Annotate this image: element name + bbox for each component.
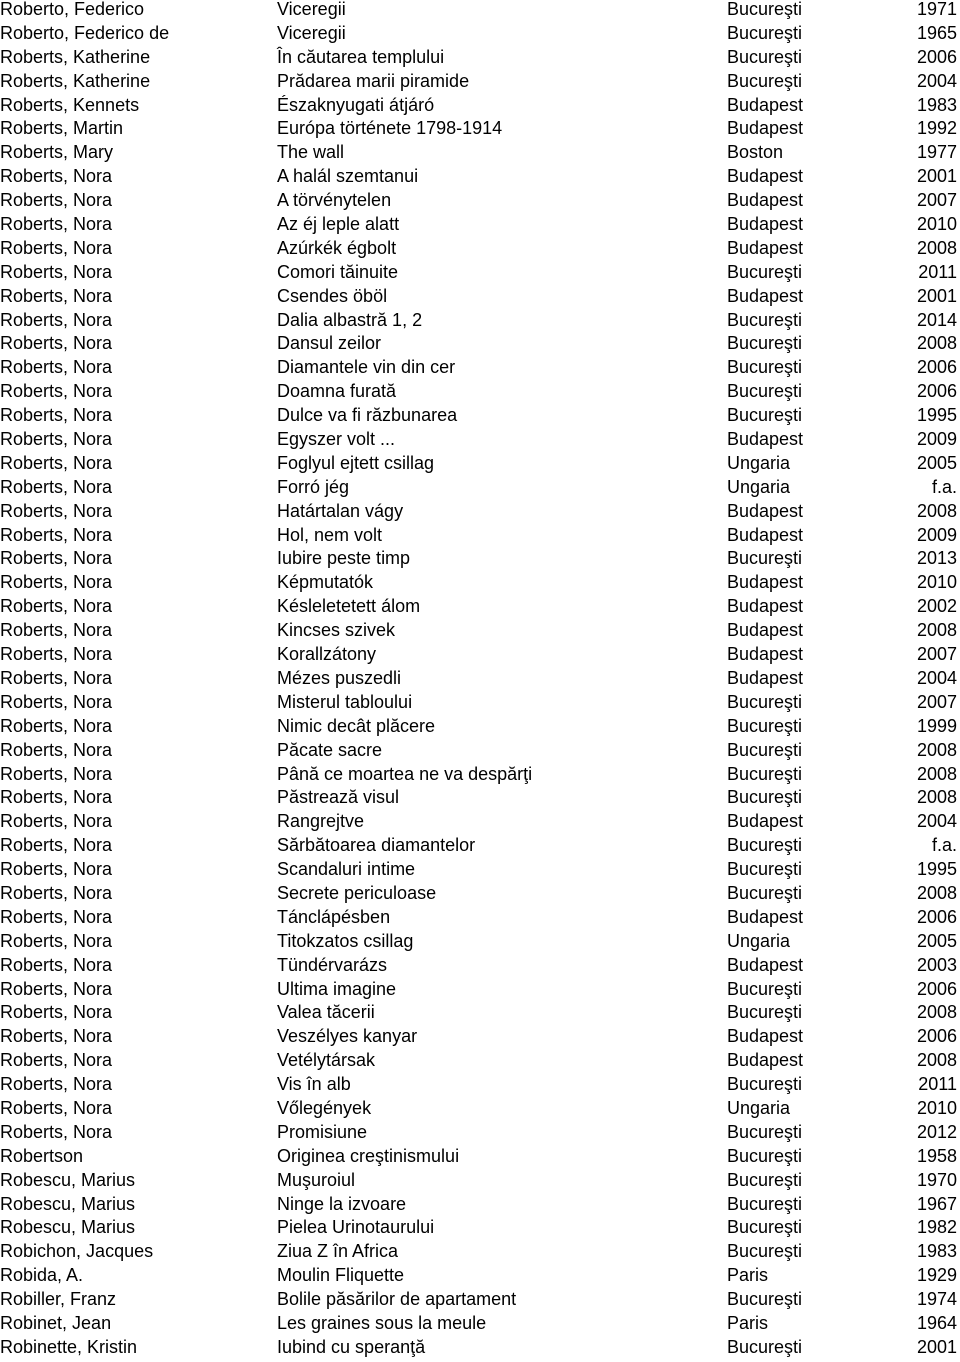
author-cell: Roberts, Nora [0,548,113,569]
city-cell: Bucureşti [727,1169,803,1190]
title-cell: Pielea Urinotaurului [277,1217,435,1238]
title-cell: Viceregii [277,0,346,19]
title-cell: Északnyugati átjáró [277,94,435,115]
city-cell: Bucureşti [727,1121,803,1142]
city-cell: Paris [727,1312,769,1333]
year-cell: 2001 [916,285,957,306]
table-row [0,1097,960,1121]
year-cell: 2004 [916,811,957,832]
city-cell: Bucureşti [727,381,803,402]
table-row [0,46,960,70]
title-cell: Comori tăinuite [277,261,399,282]
city-cell: Bucureşti [727,1193,803,1214]
city-cell: Budapest [727,214,804,235]
year-cell: 1992 [916,118,957,139]
author-cell: Robichon, Jacques [0,1241,154,1262]
table-row [0,428,960,452]
title-cell: Tündérvarázs [277,954,388,975]
author-cell: Robertson [0,1145,84,1166]
city-cell: Bucureşti [727,1002,803,1023]
year-cell: 2006 [916,357,957,378]
year-cell: 2004 [916,667,957,688]
table-row [0,978,960,1002]
year-cell: 2008 [916,333,957,354]
author-cell: Roberts, Nora [0,1074,113,1095]
city-cell: Bucureşti [727,405,803,426]
table-row [0,1073,960,1097]
author-cell: Roberts, Nora [0,190,113,211]
table-row [0,667,960,691]
title-cell: Păcate sacre [277,739,383,760]
year-cell: 1971 [916,0,957,19]
year-cell: 1958 [916,1145,957,1166]
title-cell: Mézes puszedli [277,667,402,688]
title-cell: Les graines sous la meule [277,1312,487,1333]
year-cell: 2004 [916,70,957,91]
city-cell: Boston [727,142,784,163]
table-row [0,739,960,763]
city-cell: Bucureşti [727,1289,803,1310]
year-cell: 2012 [916,1121,957,1142]
city-cell: Budapest [727,1050,804,1071]
year-cell: f.a. [931,835,957,856]
table-row [0,619,960,643]
author-cell: Roberts, Nora [0,166,113,187]
title-cell: Iubire peste timp [277,548,411,569]
table-row [0,332,960,356]
table-row [0,1312,960,1336]
table-row [0,1145,960,1169]
table-row [0,237,960,261]
title-cell: Foglyul ejtett csillag [277,452,435,473]
title-cell: Forró jég [277,476,350,497]
author-cell: Robescu, Marius [0,1193,136,1214]
table-row [0,786,960,810]
author-cell: Roberts, Mary [0,142,114,163]
year-cell: 2008 [916,500,957,521]
author-cell: Roberts, Nora [0,1002,113,1023]
author-cell: Roberts, Nora [0,476,113,497]
table-row [0,715,960,739]
title-cell: A halál szemtanui [277,166,419,187]
year-cell: 1977 [916,142,957,163]
author-cell: Roberts, Nora [0,572,113,593]
title-cell: Ninge la izvoare [277,1193,407,1214]
city-cell: Budapest [727,166,804,187]
title-cell: Păstrează visul [277,787,400,808]
table-row [0,500,960,524]
city-cell: Bucureşti [727,309,803,330]
author-cell: Roberts, Nora [0,237,113,258]
city-cell: Bucureşti [727,882,803,903]
table-row [0,1169,960,1193]
year-cell: 1999 [916,715,957,736]
author-cell: Roberts, Nora [0,978,113,999]
table-row [0,309,960,333]
author-cell: Roberts, Nora [0,1050,113,1071]
city-cell: Bucureşti [727,22,803,43]
title-cell: Késleletetett álom [277,596,421,617]
city-cell: Budapest [727,906,804,927]
city-cell: Bucureşti [727,70,803,91]
title-cell: Doamna furată [277,381,397,402]
city-cell: Bucureşti [727,548,803,569]
city-cell: Bucureşti [727,835,803,856]
table-row [0,1216,960,1240]
author-cell: Roberts, Nora [0,524,113,545]
year-cell: 2001 [916,166,957,187]
author-cell: Roberts, Nora [0,763,113,784]
year-cell: 1995 [916,405,957,426]
year-cell: 1974 [916,1289,957,1310]
author-cell: Roberts, Nora [0,1097,113,1118]
title-cell: Sărbătoarea diamantelor [277,835,476,856]
author-cell: Roberts, Nora [0,429,113,450]
author-cell: Roberts, Katherine [0,46,151,67]
table-row [0,1288,960,1312]
city-cell: Bucureşti [727,859,803,880]
title-cell: Egyszer volt ... [277,429,396,450]
table-row [0,1121,960,1145]
title-cell: Muşuroiul [277,1169,356,1190]
author-cell: Roberts, Nora [0,1121,113,1142]
table-row [0,524,960,548]
title-cell: Originea creştinismului [277,1145,460,1166]
city-cell: Bucureşti [727,1074,803,1095]
author-cell: Robida, A. [0,1265,84,1286]
author-cell: Roberts, Nora [0,691,113,712]
city-cell: Paris [727,1265,769,1286]
city-cell: Budapest [727,94,804,115]
table-row [0,476,960,500]
title-cell: Valea tăcerii [277,1002,375,1023]
author-cell: Roberts, Nora [0,859,113,880]
year-cell: 2009 [916,524,957,545]
city-cell: Budapest [727,620,804,641]
year-cell: 2008 [916,739,957,760]
table-row [0,930,960,954]
year-cell: 2013 [916,548,957,569]
city-cell: Budapest [727,237,804,258]
title-cell: Moulin Fliquette [277,1265,405,1286]
city-cell: Bucureşti [727,46,803,67]
year-cell: 2008 [916,237,957,258]
year-cell: 2006 [916,381,957,402]
table-row [0,165,960,189]
year-cell: f.a. [931,476,957,497]
title-cell: Rangrejtve [277,811,365,832]
city-cell: Budapest [727,524,804,545]
year-cell: 2007 [916,190,957,211]
city-cell: Bucureşti [727,1241,803,1262]
year-cell: 2010 [916,214,957,235]
author-cell: Roberts, Nora [0,644,113,665]
title-cell: Vis în alb [277,1074,351,1095]
city-cell: Ungaria [727,1097,791,1118]
city-cell: Ungaria [727,930,791,951]
year-cell: 2006 [916,1026,957,1047]
table-row [0,94,960,118]
year-cell: 2010 [916,1097,957,1118]
city-cell: Budapest [727,285,804,306]
title-cell: Promisiune [277,1121,368,1142]
author-cell: Roberts, Nora [0,882,113,903]
city-cell: Bucureşti [727,691,803,712]
year-cell: 2014 [916,309,957,330]
city-cell: Budapest [727,429,804,450]
title-cell: Vőlegények [277,1097,372,1118]
title-cell: Képmutatók [277,572,374,593]
author-cell: Roberts, Nora [0,381,113,402]
title-cell: Misterul tabloului [277,691,413,712]
title-cell: Ultima imagine [277,978,397,999]
title-cell: Táncláрésben [277,906,391,927]
table-row [0,834,960,858]
year-cell: 2005 [916,452,957,473]
table-row [0,117,960,141]
year-cell: 2008 [916,787,957,808]
title-cell: Korallzátony [277,644,377,665]
city-cell: Bucureşti [727,0,803,19]
city-cell: Bucureşti [727,763,803,784]
city-cell: Budapest [727,811,804,832]
title-cell: Vetélytársak [277,1050,376,1071]
year-cell: 2008 [916,1050,957,1071]
city-cell: Ungaria [727,476,791,497]
author-cell: Roberto, Federico de [0,22,170,43]
table-row [0,261,960,285]
year-cell: 2008 [916,620,957,641]
author-cell: Roberts, Nora [0,500,113,521]
year-cell: 2008 [916,763,957,784]
year-cell: 1964 [916,1312,957,1333]
table-row [0,1336,960,1360]
city-cell: Ungaria [727,452,791,473]
year-cell: 1982 [916,1217,957,1238]
author-cell: Robescu, Marius [0,1169,136,1190]
author-cell: Roberts, Nora [0,620,113,641]
table-row [0,404,960,428]
author-cell: Robiller, Franz [0,1289,117,1310]
city-cell: Bucureşti [727,1145,803,1166]
title-cell: Európa története 1798-1914 [277,118,503,139]
title-cell: Kincses szivek [277,620,396,641]
city-cell: Budapest [727,644,804,665]
table-row [0,22,960,46]
author-cell: Roberts, Nora [0,930,113,951]
author-cell: Roberts, Nora [0,787,113,808]
year-cell: 1995 [916,859,957,880]
title-cell: Ziua Z în Africa [277,1241,399,1262]
title-cell: Viceregii [277,22,346,43]
author-cell: Roberts, Nora [0,715,113,736]
year-cell: 2011 [918,1074,957,1095]
title-cell: Iubind cu speranţă [277,1336,426,1357]
table-row [0,1264,960,1288]
year-cell: 2006 [916,46,957,67]
title-cell: Titokzatos csillag [277,930,414,951]
city-cell: Budapest [727,667,804,688]
title-cell: Az éj leple alatt [277,214,400,235]
title-cell: Dulce va fi răzbunarea [277,405,458,426]
title-cell: Scandaluri intime [277,859,416,880]
table-row [0,1049,960,1073]
title-cell: Hol, nem volt [277,524,383,545]
title-cell: Azúrkék égbolt [277,237,397,258]
table-row [0,213,960,237]
title-cell: The wall [277,142,345,163]
year-cell: 2008 [916,882,957,903]
city-cell: Bucureşti [727,787,803,808]
table-row [0,810,960,834]
title-cell: Dalia albastră 1, 2 [277,309,423,330]
author-cell: Robescu, Marius [0,1217,136,1238]
table-row [0,0,960,22]
city-cell: Bucureşti [727,739,803,760]
title-cell: Prădarea marii piramide [277,70,470,91]
author-cell: Roberts, Nora [0,811,113,832]
year-cell: 1970 [916,1169,957,1190]
author-cell: Roberts, Nora [0,1026,113,1047]
author-cell: Roberts, Nora [0,906,113,927]
author-cell: Robinette, Kristin [0,1336,138,1357]
table-row [0,1001,960,1025]
table-row [0,356,960,380]
table-row [0,285,960,309]
city-cell: Bucureşti [727,1336,803,1357]
title-cell: Diamantele vin din cer [277,357,456,378]
title-cell: Până ce moartea ne va despărţi [277,763,533,784]
year-cell: 2006 [916,906,957,927]
title-cell: Dansul zeilor [277,333,382,354]
author-cell: Roberts, Nora [0,261,113,282]
table-row [0,643,960,667]
title-cell: Secrete periculoase [277,882,437,903]
year-cell: 2009 [916,429,957,450]
table-row [0,380,960,404]
title-cell: Bolile păsărilor de apartament [277,1289,517,1310]
table-row [0,70,960,94]
table-row [0,547,960,571]
author-cell: Roberts, Nora [0,357,113,378]
table-row [0,954,960,978]
author-cell: Roberts, Nora [0,954,113,975]
year-cell: 1983 [916,1241,957,1262]
table-row [0,691,960,715]
year-cell: 2003 [916,954,957,975]
title-cell: În căutarea templului [277,46,445,67]
year-cell: 2007 [916,644,957,665]
city-cell: Budapest [727,500,804,521]
table-row [0,189,960,213]
year-cell: 2001 [916,1336,957,1357]
author-cell: Roberto, Federico [0,0,145,19]
year-cell: 2005 [916,930,957,951]
author-cell: Roberts, Nora [0,596,113,617]
year-cell: 2002 [916,596,957,617]
author-cell: Roberts, Nora [0,214,113,235]
year-cell: 2006 [916,978,957,999]
author-cell: Roberts, Nora [0,333,113,354]
title-cell: Csendes öböl [277,285,388,306]
city-cell: Bucureşti [727,261,803,282]
city-cell: Bucureşti [727,357,803,378]
title-cell: Nimic decât plăcere [277,715,436,736]
author-cell: Roberts, Nora [0,667,113,688]
table-row [0,452,960,476]
city-cell: Bucureşti [727,1217,803,1238]
city-cell: Budapest [727,1026,804,1047]
table-row [0,571,960,595]
year-cell: 1983 [916,94,957,115]
city-cell: Budapest [727,572,804,593]
title-cell: A törvénytelen [277,190,392,211]
year-cell: 2010 [916,572,957,593]
author-cell: Roberts, Nora [0,452,113,473]
author-cell: Roberts, Martin [0,118,124,139]
table-row [0,595,960,619]
author-cell: Roberts, Kennets [0,94,140,115]
author-cell: Roberts, Nora [0,405,113,426]
author-cell: Roberts, Nora [0,285,113,306]
city-cell: Bucureşti [727,715,803,736]
year-cell: 2007 [916,691,957,712]
table-row [0,906,960,930]
author-cell: Roberts, Nora [0,835,113,856]
city-cell: Bucureşti [727,978,803,999]
table-row [0,763,960,787]
author-cell: Robinet, Jean [0,1312,112,1333]
table-row [0,1240,960,1264]
city-cell: Budapest [727,596,804,617]
table-row [0,1193,960,1217]
city-cell: Budapest [727,190,804,211]
title-cell: Veszélyes kanyar [277,1026,418,1047]
author-cell: Roberts, Nora [0,739,113,760]
table-row [0,1025,960,1049]
title-cell: Határtalan vágy [277,500,404,521]
year-cell: 2011 [918,261,957,282]
year-cell: 1929 [916,1265,957,1286]
author-cell: Roberts, Katherine [0,70,151,91]
city-cell: Budapest [727,118,804,139]
table-row [0,858,960,882]
year-cell: 1967 [916,1193,957,1214]
year-cell: 1965 [916,22,957,43]
author-cell: Roberts, Nora [0,309,113,330]
year-cell: 2008 [916,1002,957,1023]
table-row [0,882,960,906]
city-cell: Budapest [727,954,804,975]
table-row [0,141,960,165]
city-cell: Bucureşti [727,333,803,354]
